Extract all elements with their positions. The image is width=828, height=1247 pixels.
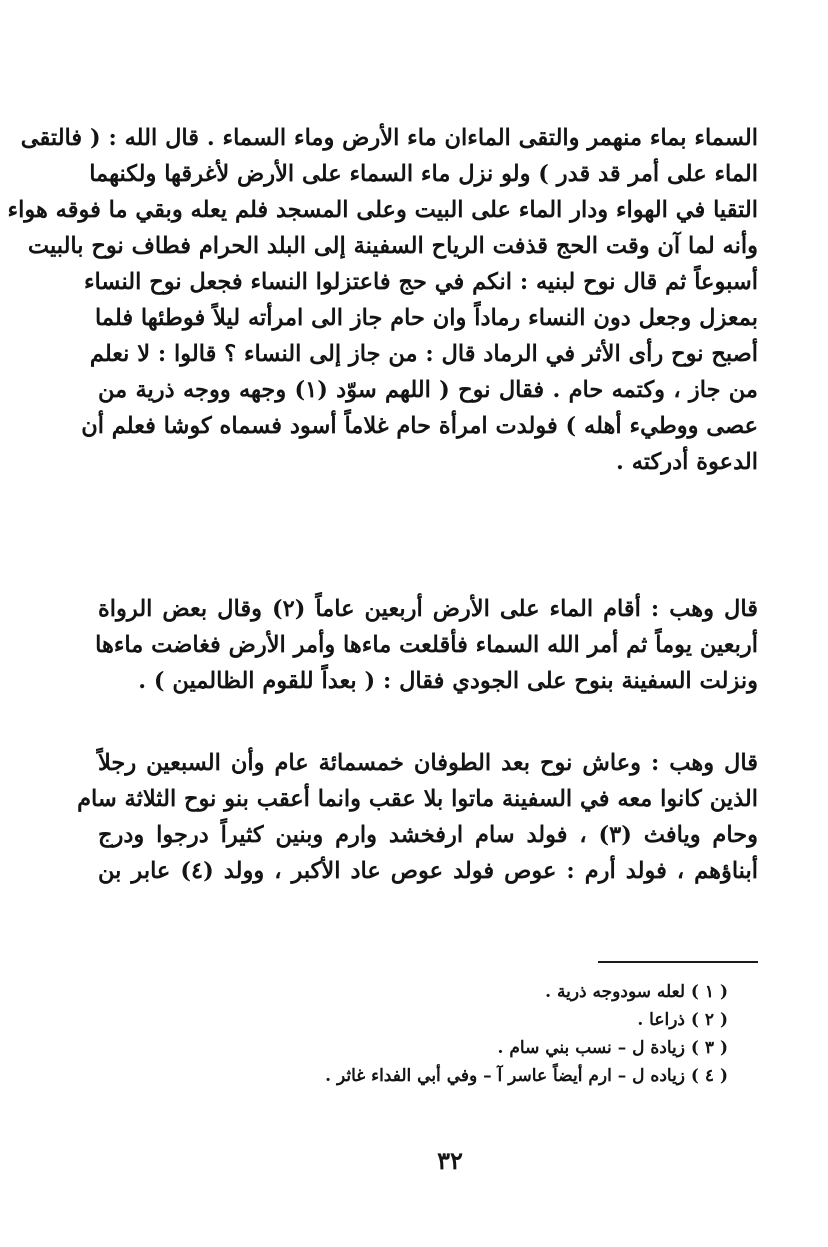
text-line: الذين كانوا معه في السفينة ماتوا بلا عقب وانما أعقب بنو نوح الثلاثة سام xyxy=(77,786,758,812)
text-line: وحام ويافث (٣) ، فولد سام ارفخشد وارم وبنين كثيراً درجوا ودرج xyxy=(98,822,758,848)
paragraph-wahb-descendants xyxy=(77,745,758,889)
text-line: عصى ووطيء أهله ) فولدت امرأة حام غلاماً أسود فسماه كوشا فعلم أن xyxy=(81,413,758,439)
text-line: أصبح نوح رأى الأثر في الرماد قال : من جاز إلى النساء ؟ قالوا : لا نعلم xyxy=(89,341,758,367)
text-line: قال وهب : وعاش نوح بعد الطوفان خمسمائة عام وأن السبعين رجلاً xyxy=(98,750,758,776)
text-line: ونزلت السفينة بنوح على الجودي فقال : ( بعداً للقوم الظالمين ) . xyxy=(138,668,758,694)
text-line: السماء بماء منهمر والتقى الماءان ماء الأرض وماء السماء . قال الله : ( فالتقى xyxy=(20,125,758,151)
text-line: أربعين يوماً ثم أمر الله السماء فأقلعت ماءها وأمر الأرض فغاضت ماءها xyxy=(95,632,758,658)
footnote-4: ( ٤ ) زياده ل – ارم أيضاً عاسر آ – وفي أبي الفداء غاثر . xyxy=(325,1066,728,1086)
paragraph-wahb-waters xyxy=(95,591,758,699)
text-line: أسبوعاً ثم قال نوح لبنيه : انكم في حج فاعتزلوا النساء فجعل نوح النساء xyxy=(83,269,758,295)
text-line: التقيا في الهواء ودار الماء على البيت وعلى المسجد فلم يعله وبقي ما فوقه هواء xyxy=(7,197,758,223)
footnote-3: ( ٣ ) زيادة ل – نسب بني سام . xyxy=(497,1038,728,1058)
page-number: ٣٢ xyxy=(437,1146,463,1175)
text-line: الدعوة أدركته . xyxy=(616,449,758,475)
paragraph-flood-and-noah xyxy=(7,120,758,480)
text-line: وأنه لما آن وقت الحج قذفت الرياح السفينة إلى البلد الحرام فطاف نوح بالبيت xyxy=(27,233,758,259)
footnote-divider xyxy=(598,961,758,963)
text-line: الماء على أمر قد قدر ) ولو نزل ماء السماء على الأرض لأغرقها ولكنهما xyxy=(89,161,758,187)
text-line: أبناؤهم ، فولد أرم : عوص فولد عوص عاد الأكبر ، وولد (٤) عابر بن xyxy=(98,858,758,884)
text-line: من جاز ، وكتمه حام . فقال نوح ( اللهم سوّد (١) وجهه ووجه ذرية من xyxy=(98,377,758,403)
text-line: بمعزل وجعل دون النساء رماداً وان حام جاز الى امرأته ليلاً فوطئها فلما xyxy=(95,305,758,331)
footnote-2: ( ٢ ) ذراعا . xyxy=(637,1010,728,1030)
footnotes xyxy=(200,978,728,1090)
footnote-1: ( ١ ) لعله سودوجه ذرية . xyxy=(545,982,728,1002)
text-line: قال وهب : أقام الماء على الأرض أربعين عاماً (٢) وقال بعض الرواة xyxy=(98,596,758,622)
